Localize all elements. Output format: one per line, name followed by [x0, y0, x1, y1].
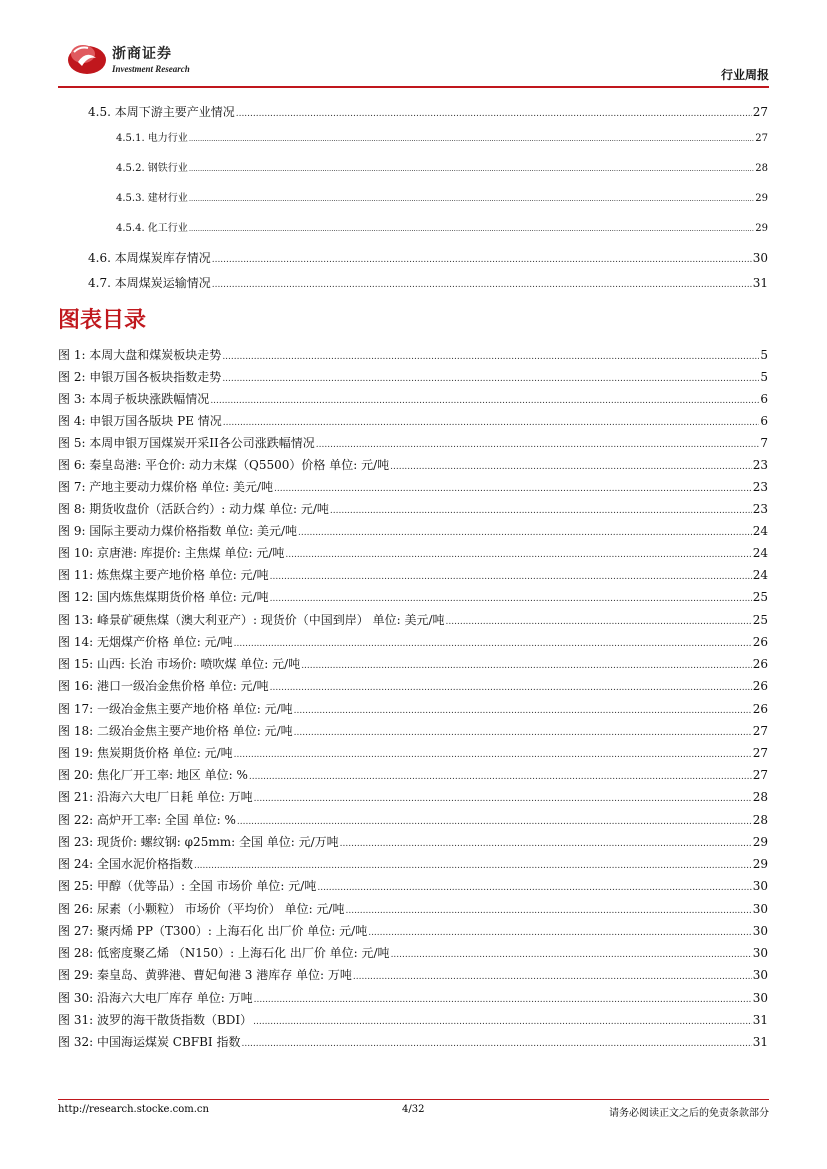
leader-dots: [189, 135, 754, 143]
figure-entry[interactable]: [58, 522, 768, 539]
toc-entry-page: 27: [755, 133, 768, 144]
toc-entry[interactable]: [116, 129, 768, 144]
figure-entry-label: 图 28: 低密度聚乙烯 （N150）: 上海石化 出厂价 单位: 元/吨: [58, 946, 390, 960]
figure-entry-label: 图 24: 全国水泥价格指数: [58, 857, 193, 871]
figure-entry-page: 29: [752, 835, 768, 849]
leader-dots: [254, 995, 752, 1005]
figure-entry-page: 25: [752, 590, 768, 604]
figure-entry-page: 29: [752, 857, 768, 871]
toc-entry[interactable]: [88, 274, 768, 291]
figure-entry[interactable]: [58, 390, 768, 407]
leader-dots: [189, 225, 754, 233]
figure-entry-page: 26: [752, 679, 768, 693]
figure-entry[interactable]: [58, 655, 768, 672]
figure-entry-label: 图 4: 申银万国各版块 PE 情况: [58, 414, 222, 428]
leader-dots: [301, 661, 752, 671]
leader-dots: [368, 928, 752, 938]
leader-dots: [317, 883, 751, 893]
figure-entry[interactable]: [58, 877, 768, 894]
figure-entry[interactable]: [58, 855, 768, 872]
disclaimer-note: 请务必阅读正文之后的免责条款部分: [609, 1108, 769, 1119]
figure-entry-page: 27: [752, 746, 768, 760]
leader-dots: [391, 950, 752, 960]
figure-entry-label: 图 7: 产地主要动力煤价格 单位: 美元/吨: [58, 480, 274, 494]
figure-entry-label: 图 2: 申银万国各板块指数走势: [58, 370, 222, 384]
figure-entry-label: 图 5: 本周申银万国煤炭开采II各公司涨跌幅情况: [58, 436, 315, 450]
figure-entry[interactable]: [58, 811, 768, 828]
figure-entry[interactable]: [58, 1033, 768, 1050]
leader-dots: [270, 594, 752, 604]
toc-entry-label: 4.7. 本周煤炭运输情况: [88, 276, 211, 290]
leader-dots: [294, 706, 752, 716]
figure-entry-label: 图 1: 本周大盘和煤炭板块走势: [58, 348, 222, 362]
figure-entry-page: 28: [752, 790, 768, 804]
figure-entry-label: 图 10: 京唐港: 库提价: 主焦煤 单位: 元/吨: [58, 546, 285, 560]
toc-entry-page: 29: [755, 193, 768, 204]
leader-dots: [212, 280, 752, 290]
toc-entry-page: 29: [755, 223, 768, 234]
toc-entry-page: 31: [752, 276, 768, 290]
figure-entry-label: 图 14: 无烟煤产价格 单位: 元/吨: [58, 635, 233, 649]
leader-dots: [249, 772, 752, 782]
figure-entry-page: 28: [752, 813, 768, 827]
figure-entry-page: 23: [752, 480, 768, 494]
figure-entry[interactable]: [58, 544, 768, 561]
figure-entry-page: 26: [752, 635, 768, 649]
toc-entry-label: 4.5. 本周下游主要产业情况: [88, 105, 235, 119]
figure-entry-label: 图 18: 二级冶金焦主要产地价格 单位: 元/吨: [58, 724, 293, 738]
figures-title: 图表目录: [58, 308, 147, 333]
logo-icon: [66, 40, 108, 76]
figure-entry[interactable]: [58, 1011, 768, 1028]
leader-dots: [274, 484, 752, 494]
figure-entry[interactable]: [58, 722, 768, 739]
figure-entry-page: 23: [752, 502, 768, 516]
leader-dots: [189, 195, 754, 203]
figure-entry-page: 7: [760, 436, 768, 450]
leader-dots: [353, 972, 752, 982]
logo-cn-text: 浙商证券: [112, 46, 172, 62]
toc-entry-label: 4.5.2. 钢铁行业: [116, 163, 188, 174]
footer-rule: [58, 1099, 769, 1100]
figure-entry[interactable]: [58, 456, 768, 473]
figure-entry[interactable]: [58, 700, 768, 717]
leader-dots: [222, 352, 759, 362]
figure-entry[interactable]: [58, 566, 768, 583]
figure-entry[interactable]: [58, 833, 768, 850]
toc-entry-label: 4.6. 本周煤炭库存情况: [88, 251, 211, 265]
figure-entry[interactable]: [58, 944, 768, 961]
figure-entry-label: 图 27: 聚丙烯 PP（T300）: 上海石化 出厂价 单位: 元/吨: [58, 924, 368, 938]
figure-entry[interactable]: [58, 633, 768, 650]
toc-entry[interactable]: [88, 249, 768, 266]
toc-entry-page: 28: [755, 163, 768, 174]
figure-entry-label: 图 3: 本周子板块涨跌幅情况: [58, 392, 210, 406]
report-type: 行业周报: [720, 68, 769, 82]
figure-entry[interactable]: [58, 966, 768, 983]
figure-entry-page: 30: [752, 902, 768, 916]
figure-entry-page: 30: [752, 879, 768, 893]
leader-dots: [210, 396, 759, 406]
figure-entry-label: 图 32: 中国海运煤炭 CBFBI 指数: [58, 1035, 241, 1049]
figure-entry[interactable]: [58, 368, 768, 385]
figure-entry-label: 图 15: 山西: 长治 市场价: 喷吹煤 单位: 元/吨: [58, 657, 301, 671]
leader-dots: [330, 506, 752, 516]
figure-entry[interactable]: [58, 788, 768, 805]
toc-entry-label: 4.5.3. 建材行业: [116, 193, 188, 204]
figure-entry-page: 26: [752, 657, 768, 671]
leader-dots: [223, 418, 760, 428]
leader-dots: [241, 1039, 751, 1049]
figure-entry-label: 图 11: 炼焦煤主要产地价格 单位: 元/吨: [58, 568, 269, 582]
figure-entry-page: 31: [752, 1013, 768, 1027]
page-header: [0, 0, 827, 95]
figure-entry-page: 30: [752, 991, 768, 1005]
toc-entry[interactable]: [116, 189, 768, 204]
leader-dots: [189, 165, 754, 173]
header-rule: [58, 86, 769, 88]
leader-dots: [222, 374, 759, 384]
figure-entry-page: 27: [752, 768, 768, 782]
toc-entry[interactable]: [88, 103, 768, 120]
figure-entry-page: 26: [752, 702, 768, 716]
figure-entry-label: 图 6: 秦皇岛港: 平仓价: 动力末煤（Q5500）价格 单位: 元/吨: [58, 458, 390, 472]
leader-dots: [234, 750, 752, 760]
figure-entry-page: 25: [752, 613, 768, 627]
toc-entry[interactable]: [116, 219, 768, 234]
figure-entry[interactable]: [58, 434, 768, 451]
figure-entry-label: 图 17: 一级冶金焦主要产地价格 单位: 元/吨: [58, 702, 293, 716]
figure-entry-label: 图 29: 秦皇岛、黄骅港、曹妃甸港 3 港库存 单位: 万吨: [58, 968, 352, 982]
figure-entry-label: 图 25: 甲醇（优等品）: 全国 市场价 单位: 元/吨: [58, 879, 317, 893]
toc-entry-label: 4.5.1. 电力行业: [116, 133, 188, 144]
figure-entry-page: 30: [752, 946, 768, 960]
leader-dots: [446, 617, 752, 627]
leader-dots: [294, 728, 752, 738]
leader-dots: [285, 550, 751, 560]
figure-entry-page: 24: [752, 546, 768, 560]
figure-entry-page: 6: [760, 392, 768, 406]
figure-entry-page: 24: [752, 524, 768, 538]
toc-entry-page: 27: [752, 105, 768, 119]
figure-entry-page: 31: [752, 1035, 768, 1049]
figure-entry[interactable]: [58, 412, 768, 429]
figure-entry-page: 30: [752, 924, 768, 938]
leader-dots: [194, 861, 752, 871]
figure-entry-page: 24: [752, 568, 768, 582]
figure-entry-page: 30: [752, 968, 768, 982]
figure-entry-page: 5: [760, 370, 768, 384]
figure-entry-label: 图 31: 波罗的海干散货指数（BDI）: [58, 1013, 253, 1027]
figure-entry[interactable]: [58, 677, 768, 694]
leader-dots: [237, 817, 752, 827]
leader-dots: [270, 683, 752, 693]
figure-entry[interactable]: [58, 611, 768, 628]
leader-dots: [212, 255, 752, 265]
figure-entry-label: 图 22: 高炉开工率: 全国 单位: %: [58, 813, 236, 827]
figure-entry-label: 图 20: 焦化厂开工率: 地区 单位: %: [58, 768, 248, 782]
figure-entry-page: 6: [760, 414, 768, 428]
figure-entry-label: 图 8: 期货收盘价（活跃合约）: 动力煤 单位: 元/吨: [58, 502, 329, 516]
figure-entry[interactable]: [58, 766, 768, 783]
figure-entry-page: 27: [752, 724, 768, 738]
figure-entry[interactable]: [58, 989, 768, 1006]
figure-entry-label: 图 26: 尿素（小颗粒） 市场价（平均价） 单位: 元/吨: [58, 902, 345, 916]
toc-entry-label: 4.5.4. 化工行业: [116, 223, 188, 234]
figure-entry-label: 图 21: 沿海六大电厂日耗 单位: 万吨: [58, 790, 253, 804]
leader-dots: [345, 906, 751, 916]
figure-entry-page: 23: [752, 458, 768, 472]
figure-entry[interactable]: [58, 500, 768, 517]
footer-url[interactable]: http://research.stocke.com.cn: [58, 1104, 209, 1115]
leader-dots: [236, 109, 752, 119]
figure-entry-label: 图 19: 焦炭期货价格 单位: 元/吨: [58, 746, 233, 760]
figure-entry-label: 图 9: 国际主要动力煤价格指数 单位: 美元/吨: [58, 524, 298, 538]
figure-entry[interactable]: [58, 922, 768, 939]
leader-dots: [254, 794, 752, 804]
toc-entry-page: 30: [752, 251, 768, 265]
leader-dots: [316, 440, 760, 450]
leader-dots: [340, 839, 752, 849]
leader-dots: [253, 1017, 752, 1027]
figure-entry[interactable]: [58, 900, 768, 917]
figure-entry-page: 5: [760, 348, 768, 362]
leader-dots: [298, 528, 752, 538]
figure-entry-label: 图 16: 港口一级冶金焦价格 单位: 元/吨: [58, 679, 269, 693]
page-number: 4/32: [402, 1104, 425, 1115]
toc-entry[interactable]: [116, 159, 768, 174]
leader-dots: [234, 639, 752, 649]
figure-entry[interactable]: [58, 478, 768, 495]
figure-entry[interactable]: [58, 346, 768, 363]
figure-entry[interactable]: [58, 744, 768, 761]
figure-entry-label: 图 12: 国内炼焦煤期货价格 单位: 元/吨: [58, 590, 269, 604]
figure-entry-label: 图 13: 峰景矿硬焦煤（澳大利亚产）: 现货价（中国到岸） 单位: 美元/吨: [58, 613, 445, 627]
figure-entry-label: 图 23: 现货价: 螺纹钢: φ25mm: 全国 单位: 元/万吨: [58, 835, 339, 849]
figure-entry[interactable]: [58, 588, 768, 605]
figure-entry-label: 图 30: 沿海六大电厂库存 单位: 万吨: [58, 991, 253, 1005]
leader-dots: [270, 572, 752, 582]
logo-en-text: Investment Research: [112, 64, 190, 74]
leader-dots: [390, 462, 752, 472]
